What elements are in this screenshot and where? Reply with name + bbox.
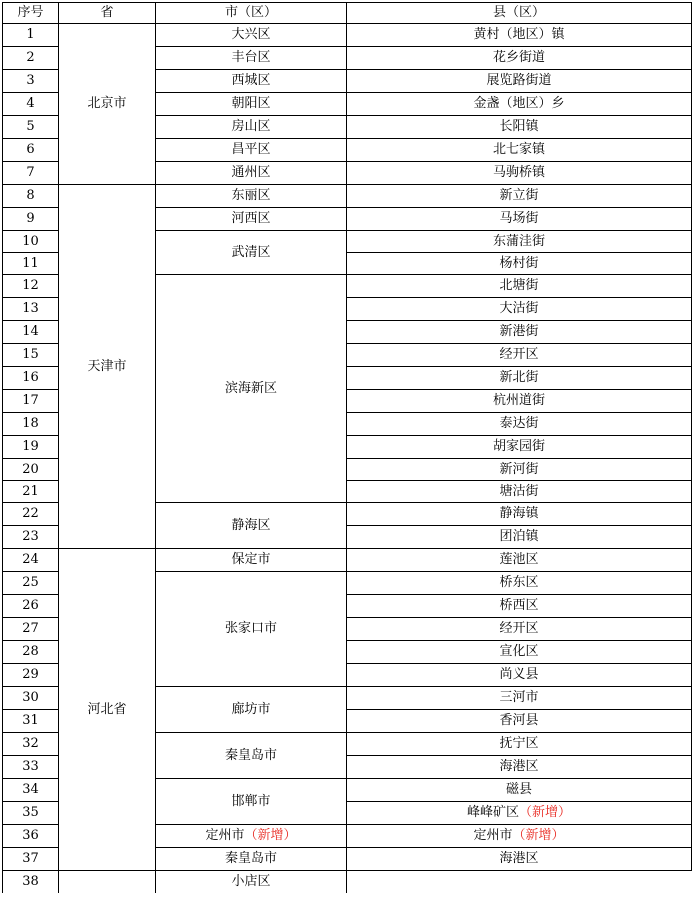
cell-seq-text: 35 xyxy=(22,805,39,820)
cell-county xyxy=(347,710,692,733)
cell-county-text: 大沽街 xyxy=(499,301,539,316)
cell-seq xyxy=(3,595,59,618)
cell-county-text: 花乡街道 xyxy=(492,50,545,65)
cell-county xyxy=(347,253,692,275)
cell-county xyxy=(347,848,692,871)
cell-seq xyxy=(3,139,59,162)
cell-seq-text: 27 xyxy=(22,621,39,636)
cell-county-text: 新北街 xyxy=(499,370,539,385)
cell-county xyxy=(347,275,692,298)
cell-seq-text: 24 xyxy=(22,552,39,567)
cell-county-text: 三河市 xyxy=(499,690,539,705)
cell-seq xyxy=(3,641,59,664)
cell-county xyxy=(347,779,692,802)
cell-county xyxy=(347,436,692,459)
cell-city-text: 邯郸市 xyxy=(231,793,271,809)
cell-county-text: 磁县 xyxy=(505,782,532,797)
cell-county xyxy=(347,595,692,618)
cell-seq xyxy=(3,710,59,733)
cell-seq-text: 37 xyxy=(22,851,39,866)
new-tag: （新增） xyxy=(244,828,297,843)
cell-seq xyxy=(3,253,59,275)
header-row xyxy=(3,3,692,24)
cell-seq xyxy=(3,848,59,871)
cell-seq xyxy=(3,47,59,70)
cell-city xyxy=(156,275,347,503)
cell-county xyxy=(347,162,692,185)
cell-county xyxy=(347,93,692,116)
cell-county xyxy=(347,526,692,549)
cell-county xyxy=(347,390,692,413)
cell-seq xyxy=(3,572,59,595)
cell-seq xyxy=(3,185,59,208)
cell-seq-text: 10 xyxy=(22,233,39,249)
cell-seq xyxy=(3,344,59,367)
cell-seq-text: 25 xyxy=(22,575,39,590)
cell-province xyxy=(59,185,156,549)
cell-county xyxy=(347,70,692,93)
cell-seq-text: 34 xyxy=(22,782,39,797)
cell-city xyxy=(156,572,347,687)
header-city: 市（区） xyxy=(156,3,347,24)
table-body xyxy=(3,24,692,894)
cell-city xyxy=(156,733,347,779)
cell-city-text: 朝阳区 xyxy=(231,96,271,111)
cell-seq xyxy=(3,503,59,526)
cell-city xyxy=(156,47,347,70)
cell-seq-text: 15 xyxy=(22,347,39,362)
cell-county-text: 经开区 xyxy=(499,347,539,362)
cell-county xyxy=(347,367,692,390)
cell-seq-text: 33 xyxy=(22,759,39,774)
cell-county-text: 杨村街 xyxy=(499,255,539,271)
cell-county xyxy=(347,687,692,710)
cell-seq-text: 22 xyxy=(22,506,39,521)
table-row xyxy=(3,24,692,47)
cell-county-text: 宣化区 xyxy=(499,644,539,659)
cell-city-text: 河西区 xyxy=(231,211,271,226)
cell-county xyxy=(347,756,692,779)
cell-county xyxy=(156,871,347,894)
cell-seq xyxy=(3,367,59,390)
cell-seq-text: 2 xyxy=(26,50,35,65)
cell-county xyxy=(347,618,692,641)
cell-county-text: 桥西区 xyxy=(499,598,539,613)
cell-seq xyxy=(3,116,59,139)
cell-seq-text: 20 xyxy=(22,461,39,477)
cell-seq xyxy=(3,390,59,413)
cell-seq-text: 31 xyxy=(22,713,39,728)
cell-seq xyxy=(3,231,59,253)
cell-county-text: 小店区 xyxy=(231,874,271,889)
cell-county-text: 展览路街道 xyxy=(486,73,552,88)
cell-seq xyxy=(3,24,59,47)
cell-county xyxy=(347,549,692,572)
cell-county xyxy=(347,459,692,481)
cell-city xyxy=(156,185,347,208)
cell-seq xyxy=(3,298,59,321)
cell-seq-text: 17 xyxy=(22,393,39,408)
cell-seq-text: 19 xyxy=(22,439,39,454)
cell-county xyxy=(347,344,692,367)
cell-county xyxy=(347,503,692,526)
cell-county-text: 新港街 xyxy=(499,324,539,339)
cell-seq xyxy=(3,70,59,93)
table-row xyxy=(3,185,692,208)
cell-seq-text: 8 xyxy=(26,188,35,203)
cell-seq-text: 38 xyxy=(22,874,39,889)
header-province: 省 xyxy=(59,3,156,24)
cell-seq xyxy=(3,93,59,116)
cell-seq xyxy=(3,825,59,848)
cell-seq-text: 5 xyxy=(26,119,35,134)
cell-city-text: 廊坊市 xyxy=(231,701,271,717)
cell-city xyxy=(156,93,347,116)
cell-seq xyxy=(3,321,59,344)
cell-seq xyxy=(3,549,59,572)
cell-county xyxy=(347,733,692,756)
cell-seq xyxy=(3,871,59,894)
cell-city xyxy=(156,70,347,93)
cell-seq-text: 16 xyxy=(22,370,39,385)
cell-county-text: 胡家园街 xyxy=(492,439,545,454)
cell-county-text: 北七家镇 xyxy=(492,142,545,157)
cell-county-text: 泰达街 xyxy=(499,416,539,431)
cell-county xyxy=(347,208,692,231)
cell-county-text: 海港区 xyxy=(499,759,539,774)
cell-county-text: 团泊镇 xyxy=(499,529,539,544)
table-row xyxy=(3,871,692,894)
cell-seq-text: 12 xyxy=(22,278,39,293)
header-county: 县（区） xyxy=(347,3,692,24)
cell-city-text: 房山区 xyxy=(231,119,271,134)
cell-city-text: 秦皇岛市 xyxy=(224,747,277,763)
cell-seq-text: 28 xyxy=(22,644,39,659)
header-seq: 序号 xyxy=(3,3,59,24)
cell-seq xyxy=(3,481,59,503)
cell-seq-text: 26 xyxy=(22,598,39,613)
cell-seq-text: 23 xyxy=(22,529,39,544)
cell-city xyxy=(156,162,347,185)
cell-city-text: 保定市 xyxy=(231,552,271,567)
cell-city xyxy=(156,231,347,275)
cell-county xyxy=(347,231,692,253)
cell-seq xyxy=(3,687,59,710)
cell-seq-text: 1 xyxy=(26,27,35,42)
cell-county xyxy=(347,298,692,321)
cell-seq xyxy=(3,208,59,231)
cell-seq-text: 36 xyxy=(22,828,39,843)
cell-county-text: 抚宁区 xyxy=(499,736,539,751)
cell-county xyxy=(347,139,692,162)
cell-city xyxy=(156,139,347,162)
cell-seq-text: 21 xyxy=(22,483,39,499)
cell-seq-text: 7 xyxy=(26,165,35,180)
cell-county xyxy=(347,481,692,503)
cell-province xyxy=(59,24,156,185)
cell-county-text: 长阳镇 xyxy=(499,119,539,134)
cell-seq xyxy=(3,436,59,459)
cell-county-text: 莲池区 xyxy=(499,552,539,567)
cell-city xyxy=(156,24,347,47)
cell-seq-text: 29 xyxy=(22,667,39,682)
cell-city xyxy=(156,503,347,549)
cell-province-text: 天津市 xyxy=(87,358,127,374)
table-row xyxy=(3,549,692,572)
cell-county-text: 塘沽街 xyxy=(499,483,539,499)
cell-seq xyxy=(3,413,59,436)
cell-seq-text: 4 xyxy=(26,96,35,111)
new-tag: （新增） xyxy=(519,805,572,820)
cell-seq xyxy=(3,459,59,481)
cell-seq-text: 18 xyxy=(22,416,39,431)
cell-seq xyxy=(3,275,59,298)
cell-county xyxy=(347,825,692,848)
cell-seq xyxy=(3,779,59,802)
cell-seq-text: 13 xyxy=(22,301,39,316)
cell-county-text: 东蒲洼街 xyxy=(492,233,545,249)
cell-county-text: 峰峰矿区 xyxy=(466,805,519,820)
cell-county xyxy=(347,572,692,595)
cell-city xyxy=(59,871,156,894)
cell-seq-text: 6 xyxy=(26,142,35,157)
cell-city-text: 静海区 xyxy=(231,517,271,533)
cell-county-text: 黄村（地区）镇 xyxy=(473,27,565,42)
cell-province-text: 河北省 xyxy=(87,701,127,717)
cell-county xyxy=(347,664,692,687)
cell-city-text: 大兴区 xyxy=(231,27,271,42)
cell-city-text: 张家口市 xyxy=(224,621,277,636)
cell-seq xyxy=(3,526,59,549)
cell-county-text: 香河县 xyxy=(499,713,539,728)
cell-county xyxy=(347,321,692,344)
cell-seq-text: 32 xyxy=(22,736,39,751)
cell-county-text: 马驹桥镇 xyxy=(492,165,545,180)
cell-county xyxy=(347,24,692,47)
cell-seq-text: 11 xyxy=(22,255,39,271)
cell-county-text: 北塘街 xyxy=(499,278,539,293)
cell-city xyxy=(156,116,347,139)
cell-province xyxy=(59,549,156,871)
cell-city xyxy=(156,208,347,231)
cell-seq xyxy=(3,756,59,779)
cell-city-text: 丰台区 xyxy=(231,50,271,65)
cell-county-text: 金盏（地区）乡 xyxy=(473,96,565,111)
cell-seq-text: 9 xyxy=(26,211,35,226)
cell-county xyxy=(347,641,692,664)
cell-county-text: 新河街 xyxy=(499,461,539,477)
cell-province-text: 北京市 xyxy=(87,96,127,111)
data-table xyxy=(2,2,692,893)
cell-city xyxy=(156,779,347,825)
cell-county-text: 马场街 xyxy=(499,211,539,226)
cell-county-text: 杭州道街 xyxy=(492,393,545,408)
cell-county-text: 桥东区 xyxy=(499,575,539,590)
cell-city-text: 昌平区 xyxy=(231,142,271,157)
cell-county-text: 尚义县 xyxy=(499,667,539,682)
new-tag: （新增） xyxy=(512,828,565,843)
cell-city xyxy=(156,825,347,848)
cell-county-text: 静海镇 xyxy=(499,506,539,521)
cell-county xyxy=(347,116,692,139)
cell-seq xyxy=(3,618,59,641)
cell-seq xyxy=(3,162,59,185)
cell-city xyxy=(156,687,347,733)
cell-seq xyxy=(3,733,59,756)
cell-county-text: 新立街 xyxy=(499,188,539,203)
cell-city-text: 武清区 xyxy=(231,244,271,260)
cell-county-text: 经开区 xyxy=(499,621,539,636)
cell-county xyxy=(347,413,692,436)
cell-city-text: 东丽区 xyxy=(231,188,271,203)
cell-county-text: 海港区 xyxy=(499,851,539,866)
cell-city-text: 定州市 xyxy=(205,828,245,843)
cell-county xyxy=(347,185,692,208)
cell-seq-text: 14 xyxy=(22,324,39,339)
cell-city-text: 通州区 xyxy=(231,165,271,180)
cell-seq xyxy=(3,664,59,687)
cell-city-text: 滨海新区 xyxy=(224,380,277,396)
cell-city xyxy=(156,848,347,871)
cell-county-text: 定州市 xyxy=(473,828,513,843)
cell-county xyxy=(347,47,692,70)
cell-seq xyxy=(3,802,59,825)
cell-county xyxy=(347,802,692,825)
cell-city-text: 秦皇岛市 xyxy=(224,851,277,866)
cell-city-text: 西城区 xyxy=(231,73,271,88)
cell-seq-text: 30 xyxy=(22,690,39,705)
cell-seq-text: 3 xyxy=(26,73,35,88)
cell-city xyxy=(156,549,347,572)
